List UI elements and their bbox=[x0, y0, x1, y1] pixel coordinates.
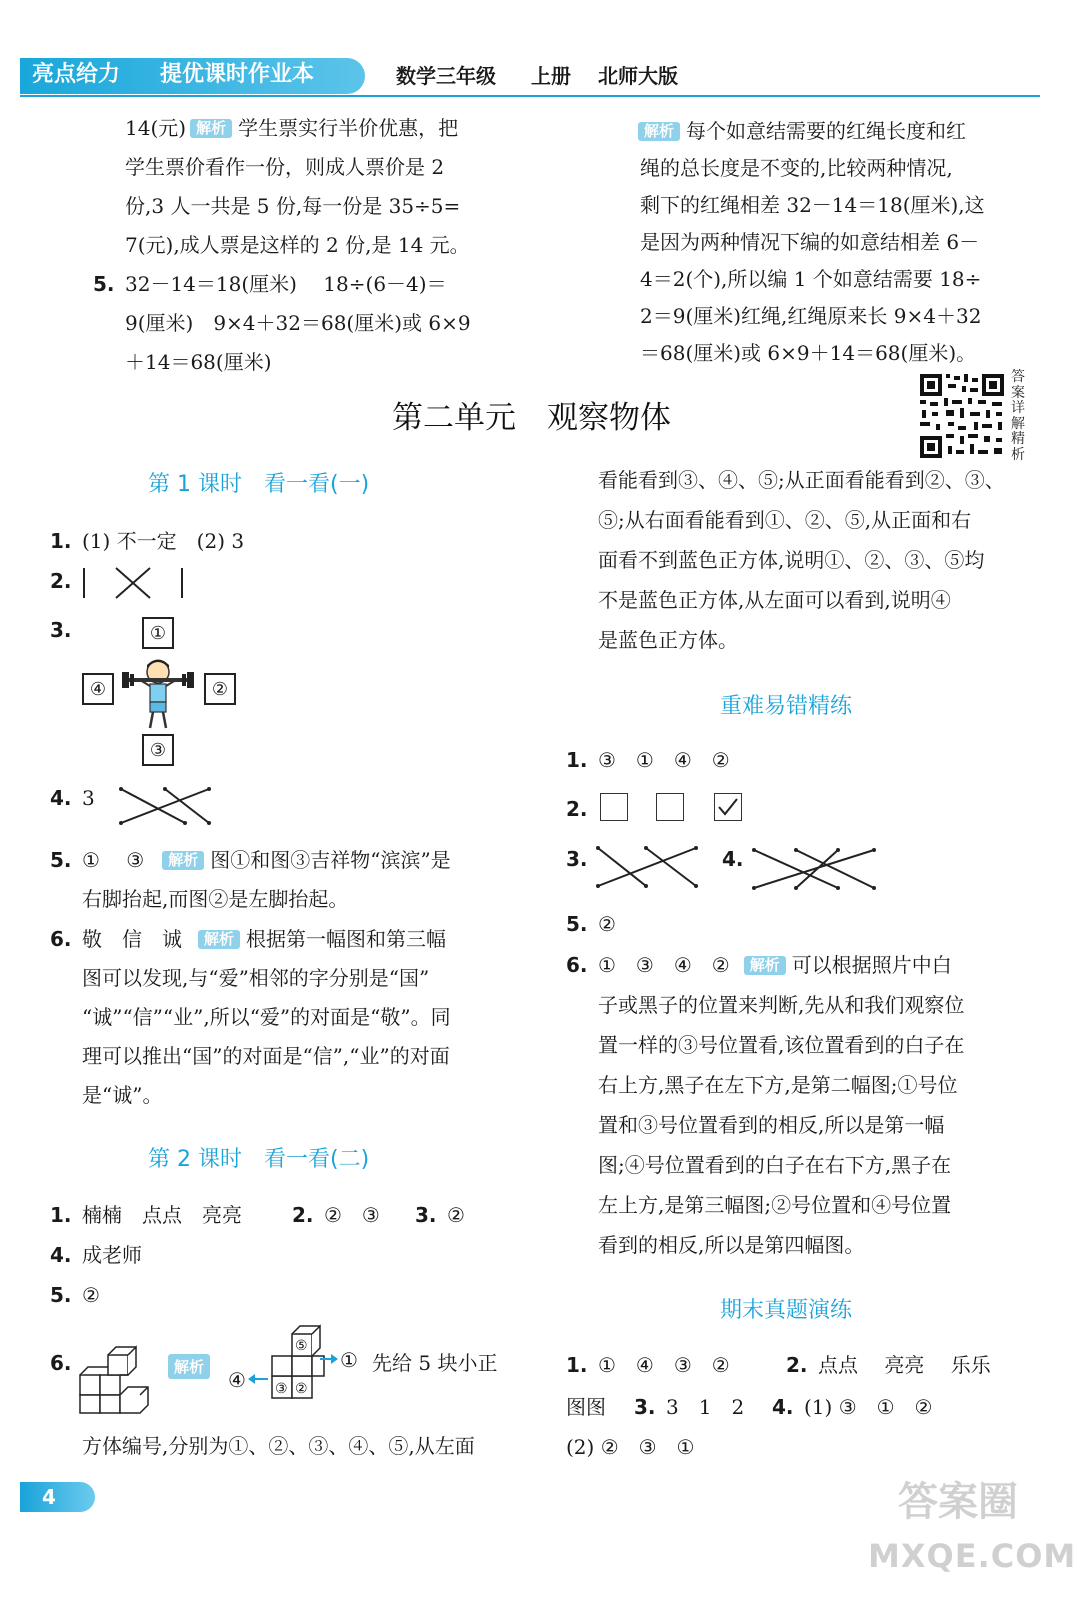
analysis-tag: 解析 bbox=[190, 119, 232, 138]
prev-right-line-1 bbox=[638, 121, 966, 141]
cube-stack-icon bbox=[78, 1345, 150, 1415]
analysis-text: 根据第一幅图和第三幅 bbox=[246, 927, 447, 951]
l1-q6-line-3: “诚”“信”“业”,所以“爱”的对面是“敬”。同 bbox=[82, 1005, 451, 1029]
lesson1-title: 第 1 课时 看一看(一) bbox=[148, 472, 370, 497]
prev-right-line-4: 是因为两种情况下编的如意结相差 6－ bbox=[640, 230, 980, 254]
fp-q3-answer: 3 1 2 bbox=[666, 1395, 745, 1419]
prev-left-line-3: 份,3 人一共是 5 份,每一份是 35÷5= bbox=[125, 194, 461, 218]
kp-q4-matching-lines bbox=[750, 844, 878, 892]
prev-left-line-7: ＋14＝68(厘米) bbox=[125, 350, 272, 374]
l1-q6-number: 6. bbox=[50, 927, 72, 951]
kp-q6-line-3: 置一样的③号位置看,该位置看到的白子在 bbox=[598, 1033, 965, 1057]
kp-q6-line-1 bbox=[598, 955, 952, 975]
prev-left-line-6: 9(厘米) 9×4＋32＝68(厘米)或 6×9 bbox=[125, 311, 471, 335]
l2-q2-answer: ② ③ bbox=[324, 1203, 380, 1227]
l1-q5-line-2: 右脚抬起,而图②是左脚抬起。 bbox=[82, 887, 349, 911]
l1-q5-line-1 bbox=[82, 850, 451, 870]
l2-q6-line-2: 方体编号,分别为①、②、③、④、⑤,从左面 bbox=[82, 1434, 475, 1458]
kp-q6-line-2: 子或黑子的位置来判断,先从和我们观察位 bbox=[598, 993, 965, 1017]
l1-q4-answer: 3 bbox=[82, 786, 95, 810]
header-brand: 亮点给力 bbox=[32, 62, 121, 87]
kp-q2-checkbox-1[interactable] bbox=[600, 793, 628, 821]
right-cont-line-3: 面看不到蓝色正方体,说明①、②、③、⑤均 bbox=[598, 548, 985, 572]
kp-q4-number: 4. bbox=[722, 847, 744, 871]
l2-q1-number: 1. bbox=[50, 1203, 72, 1227]
page-number-badge bbox=[20, 1482, 95, 1512]
check-icon bbox=[715, 794, 741, 820]
cube-label-3: ③ bbox=[275, 1381, 288, 1397]
kp-q3-number: 3. bbox=[566, 847, 588, 871]
analysis-tag: 解析 bbox=[162, 851, 204, 870]
l2-q2-number: 2. bbox=[292, 1203, 314, 1227]
key-practice-title: 重难易错精练 bbox=[720, 694, 853, 719]
header-course: 数学三年级 bbox=[396, 64, 496, 88]
right-cont-line-5: 是蓝色正方体。 bbox=[598, 628, 738, 652]
view-box-3: ③ bbox=[142, 734, 174, 766]
cube-label-2: ② bbox=[295, 1381, 308, 1397]
kp-q6-line-8: 看到的相反,所以是第四幅图。 bbox=[598, 1233, 865, 1257]
view-box-2: ② bbox=[204, 673, 236, 705]
kp-q5-number: 5. bbox=[566, 912, 588, 936]
fp-q2-number: 2. bbox=[786, 1353, 808, 1377]
l2-q5-answer: ② bbox=[82, 1283, 100, 1307]
answer-text: 14(元) bbox=[125, 116, 187, 140]
analysis-tag: 解析 bbox=[744, 956, 786, 975]
right-cont-line-4: 不是蓝色正方体,从左面可以看到,说明④ bbox=[598, 588, 951, 612]
kp-q1-number: 1. bbox=[566, 748, 588, 772]
l1-q6-line-4: 理可以推出“国”的对面是“信”,“业”的对面 bbox=[82, 1044, 450, 1068]
analysis-text: 图①和图③吉祥物“滨滨”是 bbox=[210, 848, 451, 872]
l1-q2-number: 2. bbox=[50, 569, 72, 593]
kp-q6-line-4: 右上方,黑子在左下方,是第二幅图;①号位 bbox=[598, 1073, 958, 1097]
fp-q1-number: 1. bbox=[566, 1353, 588, 1377]
answer-text: 敬 信 诚 bbox=[82, 927, 182, 951]
kp-q6-line-6: 图;④号位置看到的白子在右下方,黑子在 bbox=[598, 1153, 952, 1177]
analysis-text: 每个如意结需要的红绳长度和红 bbox=[686, 119, 967, 143]
final-practice-title: 期末真题演练 bbox=[720, 1298, 853, 1323]
prev-q5-number: 5. bbox=[93, 272, 115, 296]
header-divider bbox=[20, 95, 1040, 97]
qr-code-icon bbox=[916, 370, 1008, 462]
qr-label: 答案详解精析 bbox=[1011, 369, 1025, 463]
kp-q3-matching-lines bbox=[594, 844, 700, 890]
unit-title: 第二单元 观察物体 bbox=[392, 400, 671, 436]
view-box-4: ④ bbox=[82, 673, 114, 705]
l1-q6-line-2: 图可以发现,与“爱”相邻的字分别是“国” bbox=[82, 966, 430, 990]
kp-q6-line-7: 左上方,是第三幅图;②号位置和④号位置 bbox=[598, 1193, 952, 1217]
l1-q6-line-5: 是“诚”。 bbox=[82, 1083, 163, 1107]
page-number: 4 bbox=[42, 1485, 56, 1509]
l2-q6-line-1: 先给 5 块小正 bbox=[372, 1351, 498, 1375]
fp-q4-answer-2: (2) ② ③ ① bbox=[566, 1435, 695, 1459]
answer-text: ① ③ ④ ② bbox=[598, 953, 730, 977]
kp-q5-answer: ② bbox=[598, 912, 616, 936]
header-edition: 北师大版 bbox=[598, 64, 678, 88]
l1-q2-matching-lines bbox=[80, 565, 190, 601]
cube-label-4: ④ bbox=[228, 1368, 246, 1392]
fp-q2-answer: 点点 亮亮 乐乐 bbox=[818, 1353, 991, 1377]
weightlifter-icon bbox=[120, 656, 196, 732]
fp-q1-answer: ① ④ ③ ② bbox=[598, 1353, 730, 1377]
prev-right-line-3: 剩下的红绳相差 32－14＝18(厘米),这 bbox=[640, 193, 985, 217]
l1-q4-matching-lines bbox=[115, 783, 215, 829]
l1-q1-number: 1. bbox=[50, 529, 72, 553]
l1-q3-number: 3. bbox=[50, 618, 72, 642]
cube-label-5: ⑤ bbox=[295, 1338, 308, 1354]
kp-q2-number: 2. bbox=[566, 797, 588, 821]
prev-right-line-5: 4＝2(个),所以编 1 个如意结需要 18÷ bbox=[640, 267, 982, 291]
header-volume: 上册 bbox=[531, 64, 571, 88]
right-cont-line-1: 看能看到③、④、⑤;从正面看能看到②、③、 bbox=[598, 468, 1005, 492]
kp-q1-answer: ③ ① ④ ② bbox=[598, 748, 730, 772]
analysis-tag: 解析 bbox=[198, 930, 240, 949]
l2-q3-answer: ② bbox=[447, 1203, 465, 1227]
l1-q6-line-1 bbox=[82, 929, 446, 949]
view-box-1: ① bbox=[142, 617, 174, 649]
prev-right-line-6: 2＝9(厘米)红绳,红绳原来长 9×4＋32 bbox=[640, 304, 982, 328]
l1-q5-number: 5. bbox=[50, 848, 72, 872]
kp-q2-checkbox-2[interactable] bbox=[656, 793, 684, 821]
arrow-right-icon bbox=[320, 1352, 338, 1366]
analysis-tag: 解析 bbox=[638, 122, 680, 141]
analysis-text: 学生票实行半价优惠，把 bbox=[238, 116, 459, 140]
kp-q6-number: 6. bbox=[566, 953, 588, 977]
l1-q4-number: 4. bbox=[50, 786, 72, 810]
l2-q5-number: 5. bbox=[50, 1283, 72, 1307]
prev-left-line-1 bbox=[125, 118, 458, 138]
l2-q6-analysis-tag: 解析 bbox=[168, 1354, 210, 1379]
right-cont-line-2: ⑤;从右面看能看到①、②、⑤,从正面和右 bbox=[598, 508, 972, 532]
prev-left-line-5: 32－14＝18(厘米) 18÷(6－4)＝ bbox=[125, 272, 447, 296]
l2-q4-answer: 成老师 bbox=[82, 1243, 142, 1267]
fp-q3-number: 3. bbox=[634, 1395, 656, 1419]
lesson2-title: 第 2 课时 看一看(二) bbox=[148, 1147, 370, 1172]
prev-right-line-7: ＝68(厘米)或 6×9＋14＝68(厘米)。 bbox=[640, 341, 977, 365]
watermark-logo: 答案圈 bbox=[898, 1479, 1018, 1525]
cube-label-1: ① bbox=[340, 1348, 358, 1372]
kp-q6-line-5: 置和③号位置看到的相反,所以是第一幅 bbox=[598, 1113, 945, 1137]
analysis-text: 可以根据照片中白 bbox=[791, 953, 952, 977]
l2-q4-number: 4. bbox=[50, 1243, 72, 1267]
kp-q2-checkbox-3[interactable] bbox=[714, 793, 742, 821]
fp-q4-number: 4. bbox=[772, 1395, 794, 1419]
l2-q6-number: 6. bbox=[50, 1351, 72, 1375]
qr-code[interactable] bbox=[916, 370, 1008, 462]
prev-left-line-2: 学生票价看作一份，则成人票价是 2 bbox=[125, 155, 445, 179]
prev-right-line-2: 绳的总长度是不变的,比较两种情况, bbox=[640, 156, 953, 180]
fp-q2-answer-cont: 图图 bbox=[566, 1395, 606, 1419]
fp-q4-answer-1: (1) ③ ① ② bbox=[804, 1395, 933, 1419]
prev-left-line-4: 7(元),成人票是这样的 2 份,是 14 元。 bbox=[125, 233, 470, 257]
l1-q1-answer: (1) 不一定 (2) 3 bbox=[82, 529, 245, 553]
answer-text: ① ③ bbox=[82, 848, 145, 872]
l2-q1-answer: 楠楠 点点 亮亮 bbox=[82, 1203, 242, 1227]
watermark-url: MXQE.COM bbox=[868, 1537, 1077, 1575]
l2-q3-number: 3. bbox=[415, 1203, 437, 1227]
header-subtitle: 提优课时作业本 bbox=[160, 62, 315, 87]
